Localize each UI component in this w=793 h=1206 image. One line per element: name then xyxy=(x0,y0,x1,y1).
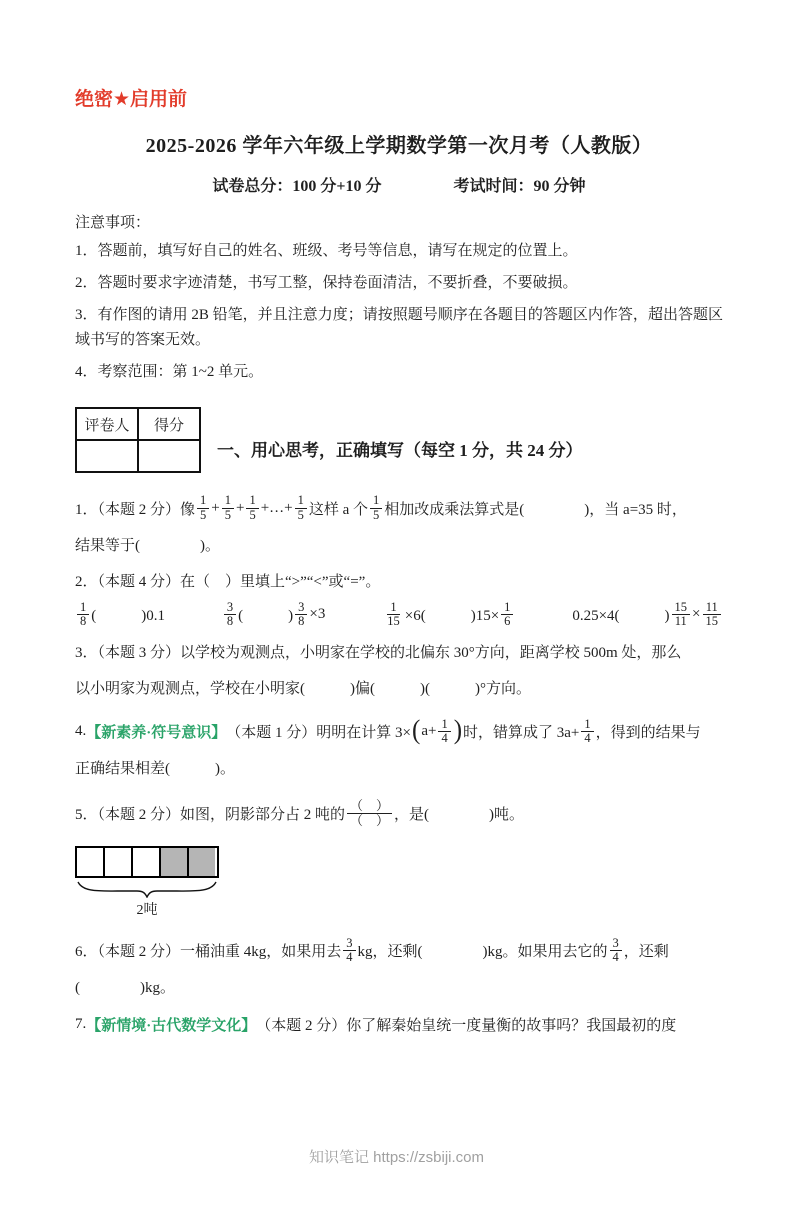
fraction-1-5: $\frac{1}{5}$ xyxy=(222,494,234,521)
compare-item-4 xyxy=(572,601,723,628)
question-4-line-1 xyxy=(75,710,723,752)
question-1-text: 结果等于( )。 xyxy=(75,537,220,554)
question-6-text: ，还剩 xyxy=(623,943,669,960)
bar-cell xyxy=(133,848,161,876)
exam-duration-label: 考试时间：90 分钟 xyxy=(453,178,586,195)
figure-label: 2吨 xyxy=(136,903,158,919)
total-score-label: 试卷总分：100 分+10 分 xyxy=(212,178,382,195)
question-6-line-1 xyxy=(75,929,723,971)
fraction-1-5: $\frac{1}{5}$ xyxy=(370,494,382,521)
question-5-text: ，是( )吨。 xyxy=(394,806,525,823)
question-4-text: （本题 1 分）明明在计算 3× xyxy=(226,724,411,741)
question-4-text: 时，错算成了 3a+ xyxy=(463,724,580,741)
question-7-number: 7. xyxy=(75,1015,87,1032)
question-5-line-1 xyxy=(75,792,723,834)
question-1-text: 这样 a 个 xyxy=(308,501,369,518)
fraction-1-4: $\frac{1}{4}$ xyxy=(581,718,593,745)
question-6-text: kg，还剩( )kg。如果用去它的 xyxy=(357,943,608,960)
right-paren: ) xyxy=(453,715,463,746)
notes-heading: 注意事项： xyxy=(75,215,151,231)
exam-page xyxy=(0,84,793,1039)
question-4-text: 正确结果相差( )。 xyxy=(75,760,235,777)
compare-item-3 xyxy=(382,601,515,628)
question-4-text: ，得到的结果与 xyxy=(595,724,701,741)
question-6-line-2 xyxy=(75,971,723,1001)
fraction-1-8: $\frac{1}{8}$ xyxy=(77,601,89,628)
question-3-line-1 xyxy=(75,636,723,666)
question-1-text: 1．（本题 2 分）像 xyxy=(75,501,196,518)
multiply-sign: × xyxy=(692,606,701,623)
question-1-text: 相加改成乘法算式是( )，当 a=35 时， xyxy=(384,501,687,518)
question-3-text: 以小明家为观测点，学校在小明家( )偏( )( )°方向。 xyxy=(75,680,531,697)
segmented-bar xyxy=(75,846,219,878)
exam-title: 2025-2026 学年六年级上学期数学第一次月考（人教版） xyxy=(145,135,653,157)
footer-watermark: 知识笔记 https://zsbiji.com xyxy=(308,1149,485,1166)
fraction-11-15: $\frac{11}{15}$ xyxy=(702,601,721,628)
question-4-number: 4. xyxy=(75,722,87,739)
question-6-text: ( )kg。 xyxy=(75,979,175,996)
compare-item-2-suffix: ×3 xyxy=(309,606,326,623)
fraction-3-8: $\frac{3}{8}$ xyxy=(295,601,307,628)
fraction-1-5: $\frac{1}{5}$ xyxy=(197,494,209,521)
underbrace-icon xyxy=(75,880,219,898)
ellipsis-plus: +…+ xyxy=(260,499,293,516)
fraction-15-11: $\frac{15}{11}$ xyxy=(672,601,691,628)
fraction-3-4: $\frac{3}{4}$ xyxy=(610,937,622,964)
left-paren: ( xyxy=(411,715,421,746)
compare-item-3-text: ×6( )15× xyxy=(404,608,500,625)
grader-table-cell-reviewer xyxy=(76,440,138,472)
grader-section xyxy=(75,407,723,473)
fraction-1-4: $\frac{1}{4}$ xyxy=(438,718,450,745)
bar-cell-shaded xyxy=(189,848,215,876)
note-item-2: 2．答题时要求字迹清楚，书写工整，保持卷面清洁，不要折叠，不要破损。 xyxy=(75,275,578,291)
fraction-3-8: $\frac{3}{8}$ xyxy=(224,601,236,628)
grader-table-header-score: 得分 xyxy=(138,408,200,440)
question-4-line-2 xyxy=(75,752,723,782)
question-5-figure xyxy=(75,846,219,919)
fraction-1-5: $\frac{1}{5}$ xyxy=(295,494,307,521)
question-4-tag: 【新素养·符号意识】 xyxy=(86,724,227,741)
question-3-line-2 xyxy=(75,672,723,702)
compare-item-2-text: ( ) xyxy=(238,608,294,625)
grader-table-cell-score xyxy=(138,440,200,472)
question-3-text: 3．（本题 3 分）以学校为观测点，小明家在学校的北偏东 30°方向，距离学校 500m 处，那么 xyxy=(75,644,682,661)
plus-sign: + xyxy=(235,499,245,516)
note-item-1: 1．答题前，填写好自己的姓名、班级、考号等信息，请写在规定的位置上。 xyxy=(75,243,578,259)
secrecy-label: 绝密★启用前 xyxy=(75,89,188,110)
question-2-compare-row xyxy=(75,601,723,628)
compare-item-1-text: ( )0.1 xyxy=(91,608,165,625)
plus-sign: + xyxy=(211,499,220,516)
compare-item-4-text: 0.25×4( ) xyxy=(572,608,670,625)
compare-item-2 xyxy=(222,601,325,628)
blank-fraction: $\frac{( )}{( )}$ xyxy=(347,799,392,827)
question-5-text: 5．（本题 2 分）如图，阴影部分占 2 吨的 xyxy=(75,806,346,823)
question-2-text: 2．（本题 4 分）在（ ）里填上“>”“<”或“=”。 xyxy=(75,573,381,590)
question-7-text: （本题 2 分）你了解秦始皇统一度量衡的故事吗？我国最初的度 xyxy=(256,1017,677,1034)
bar-cell-shaded xyxy=(161,848,189,876)
question-1-line-2 xyxy=(75,529,723,559)
exam-meta xyxy=(75,173,723,196)
question-7-tag: 【新情境·古代数学文化】 xyxy=(86,1017,257,1034)
fraction-1-6: $\frac{1}{6}$ xyxy=(501,601,513,628)
section-1-title: 一、用心思考，正确填写（每空 1 分，共 24 分） xyxy=(217,440,583,460)
question-2-line-1 xyxy=(75,565,723,595)
compare-item-1 xyxy=(75,601,165,628)
bar-cell xyxy=(105,848,133,876)
grader-table-header-reviewer: 评卷人 xyxy=(76,408,138,440)
fraction-1-15: $\frac{1}{15}$ xyxy=(387,600,400,629)
fraction-3-4: $\frac{3}{4}$ xyxy=(343,937,355,964)
question-7-line-1 xyxy=(75,1009,723,1039)
question-6-text: 6．（本题 2 分）一桶油重 4kg，如果用去 xyxy=(75,943,342,960)
bar-cell xyxy=(77,848,105,876)
note-item-4: 4．考察范围：第 1~2 单元。 xyxy=(75,364,264,380)
fraction-1-5: $\frac{1}{5}$ xyxy=(246,494,258,521)
note-item-3: 3．有作图的请用 2B 铅笔，并且注意力度；请按照题号顺序在各题目的答题区内作答，超出答题区域书写的答案无效。 xyxy=(75,307,723,348)
question-1-line-1 xyxy=(75,487,723,529)
question-4-expression: a+ xyxy=(421,722,437,739)
grader-table xyxy=(75,407,201,473)
